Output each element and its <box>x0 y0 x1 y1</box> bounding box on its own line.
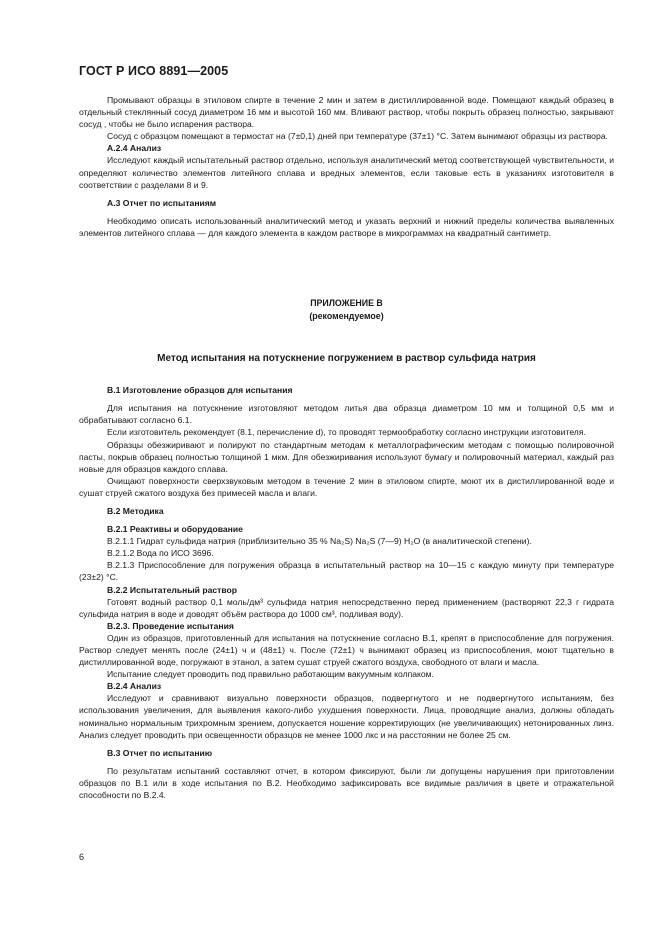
annex-label: ПРИЛОЖЕНИЕ В <box>310 298 383 309</box>
section-heading: В.2.3. Проведение испытания <box>107 620 234 631</box>
annex-status: (рекомендуемое) <box>309 311 384 322</box>
section-heading: А.3 Отчет по испытаниям <box>107 197 217 208</box>
paragraph: Если изготовитель рекомендует (8.1, перечисление d), то проводят термообработку согласно инструкции изготовителя. <box>107 427 586 438</box>
paragraph: В.2.1.3 Приспособление для погружения образца в испытательный раствор на 10—15 с каждую минуту при температуре (23±2) °С. <box>79 560 614 583</box>
paragraph: Исследуют каждый испытательный раствор отдельно, используя аналитический метод соответствующей чувствительности, и определяют количество элементов литейного сплава и вредных элементов, если таковые есть в указаниях изготовителя в соответствии с разделами 8 и 9. <box>79 155 614 190</box>
paragraph: Сосуд с образцом помещают в термостат на (7±0,1) дней при температуре (37±1) °С. Затем вынимают образцы из раствора. <box>107 131 608 142</box>
paragraph: Образцы обезжиривают и полируют по стандартным методам к металлографическим методам с помощью полировочной пасты, покрыв образец полностью толщиной 1 мкм. Для обезжиривания используют бумагу и полировочный материал, каждый раз новые для образцов каждого сплава. <box>79 439 614 474</box>
paragraph: Готовят водный раствор 0,1 моль/дм³ сульфида натрия непосредственно перед применением (растворяют 22,3 г гидрата сульфида натрия в воде и доводят объём раствора до 1000 см³, подливая воду). <box>79 596 614 619</box>
paragraph: Для испытания на потускнение изготовляют методом литья два образца диаметром 10 мм и толщиной 0,5 мм и обрабатывают согласно 6.1. <box>79 403 614 426</box>
section-heading: В.2.2 Испытательный раствор <box>107 584 238 595</box>
document-body <box>79 94 614 801</box>
paragraph: Исследуют и сравнивают визуально поверхности образцов, подвергнутого и не подвергнутого испытаниям, без использования увеличения, для выявления какого-либо ухудшения поверхности. Лица, проводящие анализ, должны обладать номинально нормальным трихромным зрением, допускается ношение корректирующих (не увеличивающих) нетонированных линз. Анализ следует проводить при освещенности образцов не менее 1000 лкс и на расстоянии не более 25 см. <box>79 693 614 740</box>
section-heading: В.2 Методика <box>107 505 164 516</box>
paragraph: Один из образцов, приготовленный для испытания на потускнение согласно В.1, крепят в приспособление для погружения. Раствор следует менять после (24±1) ч и (48±1) ч. После (72±1) ч вынимают образец из приспособления, моют тщательно в дистиллированной воде, погружают в этанол, а затем сушат струей сжатого воздуха, свободного от влаги и масла. <box>79 632 614 668</box>
annex-title: Метод испытания на потускнение погружением в раствор сульфида натрия <box>157 353 536 365</box>
section-heading: В.2.1 Реактивы и оборудование <box>107 524 243 535</box>
page-number: 6 <box>79 852 85 862</box>
section-heading: В.2.4 Анализ <box>107 681 162 692</box>
paragraph: Очищают поверхности сверхзвуковым методом в течение 2 мин в этиловом спирте, моют их в дистиллированной воде и сушат струей сжатого воздуха без примесей масла и влаги. <box>79 475 614 498</box>
paragraph: Необходимо описать использованный аналитический метод и указать верхний и нижний пределы количества выявленных элементов литейного сплава — для каждого элемента в каждом растворе в микрограммах на квадратный сантиметр. <box>79 215 614 238</box>
annex-heading <box>79 297 614 323</box>
section-heading: А.2.4 Анализ <box>107 143 162 154</box>
paragraph: По результатам испытаний составляют отчет, в котором фиксируют, были ли допущены нарушения при приготовлении образцов по В.1 или в ходе испытания по В.2. Необходимо зафиксировать все видимые различия в цвете и отражательной способности по В.2.4. <box>79 765 614 801</box>
paragraph: Испытание следует проводить под правильно работающим вакуумным колпаком. <box>107 669 434 680</box>
paragraph: В.2.1.2 Вода по ИСО 3696. <box>107 548 214 559</box>
paragraph: В.2.1.1 Гидрат сульфида натрия (приблизительно 35 % Na₂S) Na₂S (7—9) H₂O (в аналитической степени). <box>107 536 532 547</box>
document-header: ГОСТ Р ИСО 8891—2005 <box>79 64 229 78</box>
paragraph: Промывают образцы в этиловом спирте в течение 2 мин и затем в дистиллированной воде. Помещают каждый образец в отдельный стеклянный сосуд диаметром 16 мм и высотой 160 мм. Вливают раствор, чтобы покрыть образец полностью, закрывают сосуд , чтобы не было испарения раствора. <box>79 95 614 130</box>
section-heading: В.1 Изготовление образцов для испытания <box>107 385 293 396</box>
section-heading: В.3 Отчет по испытанию <box>107 747 213 758</box>
